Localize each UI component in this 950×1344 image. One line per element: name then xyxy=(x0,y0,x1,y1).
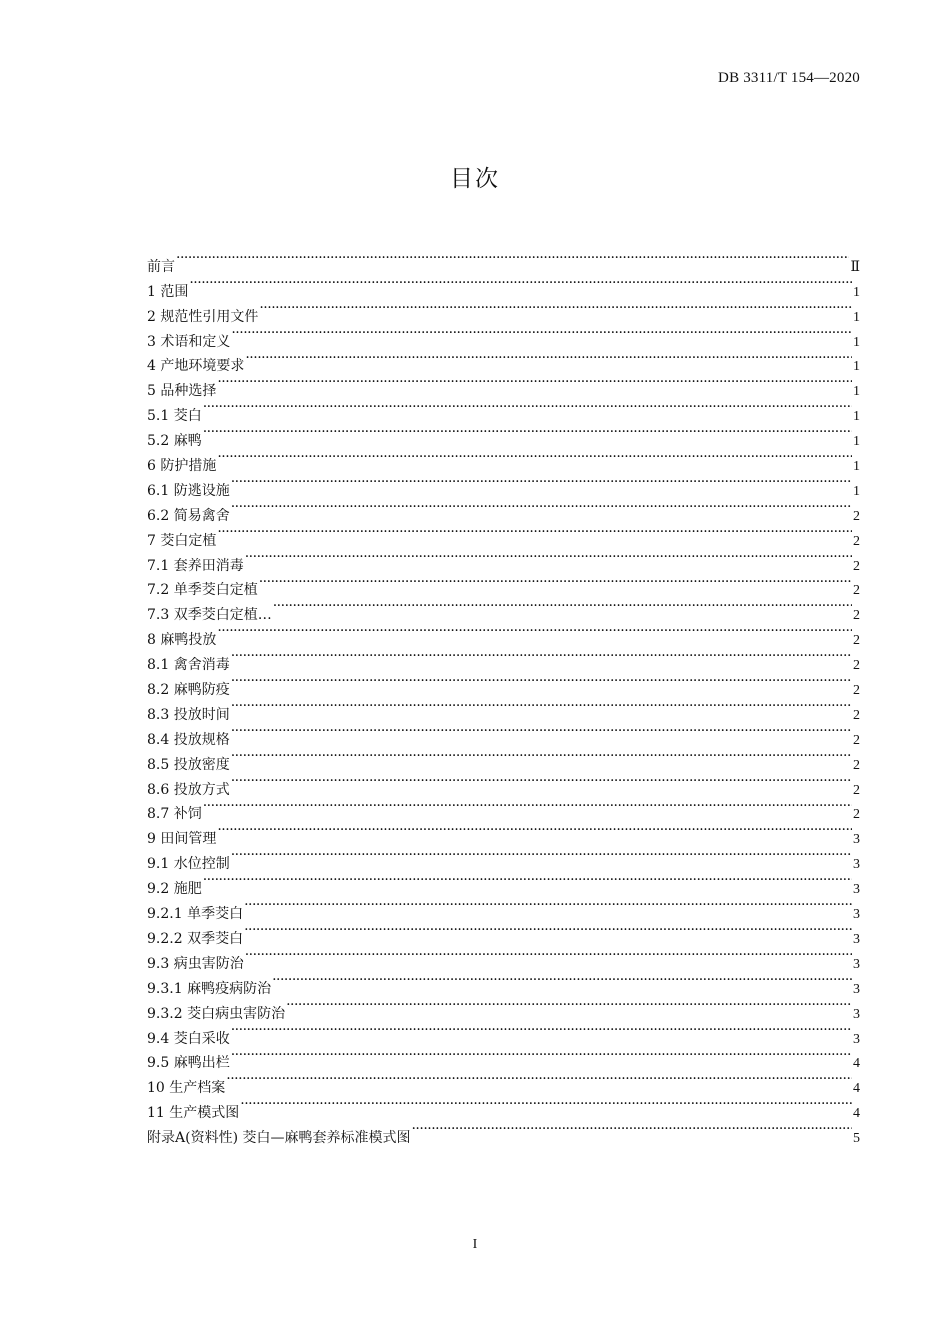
toc-entry-page: 1 xyxy=(853,459,860,475)
toc-entry-page: 4 xyxy=(853,1081,860,1097)
toc-entry-label: 10 生产档案 xyxy=(147,1080,226,1097)
toc-entry-label: 8 麻鸭投放 xyxy=(147,632,217,649)
toc-entry[interactable] xyxy=(147,619,860,649)
toc-entry-label: 8.6 投放方式 xyxy=(147,781,230,798)
toc-dot-leader xyxy=(231,694,852,719)
toc-entry[interactable] xyxy=(147,346,860,375)
toc-entry[interactable] xyxy=(147,495,860,524)
toc-entry-label: 7.2 单季茭白定植 xyxy=(147,582,258,599)
toc-entry[interactable] xyxy=(147,1067,860,1097)
toc-dot-leader xyxy=(231,744,852,769)
toc-entry[interactable] xyxy=(147,1043,860,1072)
toc-entry[interactable] xyxy=(147,321,860,350)
toc-entry[interactable] xyxy=(147,370,860,400)
toc-entry-page: 2 xyxy=(853,633,860,649)
toc-entry-page: 1 xyxy=(853,359,860,375)
toc-entry[interactable] xyxy=(147,520,860,549)
toc-dot-leader xyxy=(217,445,852,470)
toc-entry-label: 7.1 套养田消毒 xyxy=(147,557,244,574)
toc-dot-leader xyxy=(231,495,852,520)
toc-entry-page: 2 xyxy=(853,583,860,599)
toc-entry-label: 7 茭白定植 xyxy=(147,532,217,549)
toc-dot-leader xyxy=(231,669,852,694)
toc-entry[interactable] xyxy=(147,893,860,923)
toc-dot-leader xyxy=(217,818,852,843)
toc-entry-label: 9.3.2 茭白病虫害防治 xyxy=(147,1005,286,1022)
toc-dot-leader xyxy=(231,321,852,346)
toc-entry-label: 8.2 麻鸭防疫 xyxy=(147,682,230,699)
toc-entry-label: 9.3 病虫害防治 xyxy=(147,955,244,972)
toc-dot-leader xyxy=(245,346,852,371)
toc-dot-leader xyxy=(231,843,852,868)
toc-dot-leader xyxy=(245,943,852,968)
toc-entry-label: 1 范围 xyxy=(147,283,189,300)
toc-entry-page: 1 xyxy=(853,384,860,400)
toc-entry[interactable] xyxy=(147,769,860,798)
toc-entry[interactable] xyxy=(147,1117,860,1147)
toc-entry-label: 2 规范性引用文件 xyxy=(147,308,259,325)
toc-entry[interactable] xyxy=(147,395,860,425)
toc-entry[interactable] xyxy=(147,694,860,723)
toc-entry-label: 8.4 投放规格 xyxy=(147,731,230,748)
toc-entry-label: 3 术语和定义 xyxy=(147,333,231,350)
toc-entry-label: 9.4 茭白采收 xyxy=(147,1030,230,1047)
toc-entry-page: 3 xyxy=(853,882,860,898)
toc-entry[interactable] xyxy=(147,843,860,873)
page-number: I xyxy=(472,1237,478,1252)
toc-entry[interactable] xyxy=(147,943,860,972)
toc-entry-label: 9.2 施肥 xyxy=(147,881,202,898)
toc-entry-page: 3 xyxy=(853,981,860,997)
toc-dot-leader xyxy=(411,1117,852,1142)
toc-entry[interactable] xyxy=(147,918,860,947)
toc-entry-page: 2 xyxy=(853,782,860,798)
toc-entry[interactable] xyxy=(147,1092,860,1122)
toc-entry[interactable] xyxy=(147,719,860,748)
page-title: 目次 xyxy=(450,166,500,192)
toc-entry-label: 9.2.1 单季茭白 xyxy=(147,906,244,923)
toc-entry[interactable] xyxy=(147,246,860,275)
toc-entry-label: 7.3 双季茭白定植… xyxy=(147,607,272,624)
toc-entry-label: 11 生产模式图 xyxy=(147,1105,240,1122)
toc-entry[interactable] xyxy=(147,744,860,773)
toc-entry-label: 9.2.2 双季茭白 xyxy=(147,930,244,947)
toc-entry-page: 2 xyxy=(853,683,860,699)
toc-entry-page: 3 xyxy=(853,1031,860,1047)
toc-entry-label: 附录A(资料性) 茭白—麻鸭套养标准模式图 xyxy=(147,1130,411,1147)
toc-entry-page: 1 xyxy=(853,334,860,350)
toc-entry[interactable] xyxy=(147,445,860,475)
toc-entry-page: 3 xyxy=(853,1006,860,1022)
toc-dot-leader xyxy=(203,395,852,420)
toc-entry-page: 3 xyxy=(853,931,860,947)
toc-entry[interactable] xyxy=(147,968,860,997)
toc-entry-label: 8.3 投放时间 xyxy=(147,706,230,723)
toc-entry[interactable] xyxy=(147,296,860,325)
toc-dot-leader xyxy=(286,993,852,1018)
toc-entry-page: 2 xyxy=(853,608,860,624)
toc-entry-label: 9.5 麻鸭出栏 xyxy=(147,1055,230,1072)
toc-entry-page: 2 xyxy=(853,658,860,674)
toc-dot-leader xyxy=(240,1092,852,1117)
toc-dot-leader xyxy=(231,719,852,744)
toc-entry[interactable] xyxy=(147,868,860,898)
toc-entry-page: 3 xyxy=(853,907,860,923)
toc-dot-leader xyxy=(226,1067,852,1092)
toc-entry-label: 8.7 补饲 xyxy=(147,806,202,823)
toc-entry[interactable] xyxy=(147,545,860,574)
toc-entry-page: 3 xyxy=(853,956,860,972)
toc-entry[interactable] xyxy=(147,794,860,823)
toc-dot-leader xyxy=(231,1043,852,1068)
toc-entry-page: 2 xyxy=(853,757,860,773)
toc-entry-page: 1 xyxy=(853,409,860,425)
toc-dot-leader xyxy=(217,370,852,395)
toc-dot-leader xyxy=(244,893,852,918)
toc-entry-label: 9.1 水位控制 xyxy=(147,856,230,873)
toc-entry-page: 2 xyxy=(853,533,860,549)
toc-entry-label: 前言 xyxy=(147,258,175,275)
toc-dot-leader xyxy=(217,619,852,644)
toc-entry[interactable] xyxy=(147,644,860,674)
toc-dot-leader xyxy=(203,794,852,819)
toc-entry[interactable] xyxy=(147,818,860,848)
toc-dot-leader xyxy=(203,868,852,893)
toc-entry-label: 5 品种选择 xyxy=(147,383,217,400)
toc-entry-page: 1 xyxy=(853,284,860,300)
toc-entry[interactable] xyxy=(147,669,860,699)
toc-entry-label: 8.1 禽舍消毒 xyxy=(147,657,230,674)
toc-entry-page: 3 xyxy=(853,857,860,873)
toc-entry-label: 5.1 茭白 xyxy=(147,408,202,425)
toc-dot-leader xyxy=(231,1018,852,1043)
toc-dot-leader xyxy=(231,644,852,669)
toc-entry-page: 1 xyxy=(853,434,860,450)
toc-entry-label: 6.2 简易禽舍 xyxy=(147,507,230,524)
toc-dot-leader xyxy=(244,918,852,943)
toc-entry[interactable] xyxy=(147,271,860,300)
toc-entry-page: 2 xyxy=(853,807,860,823)
toc-entry-page: 1 xyxy=(853,309,860,325)
toc-dot-leader xyxy=(203,420,852,445)
toc-entry-page: 2 xyxy=(853,732,860,748)
toc-entry[interactable] xyxy=(147,470,860,499)
toc-entry-page: 4 xyxy=(853,1106,860,1122)
toc-entry-page: 2 xyxy=(853,707,860,723)
toc-entry-label: 9 田间管理 xyxy=(147,831,217,848)
toc-entry-label: 5.2 麻鸭 xyxy=(147,433,202,450)
toc-dot-leader xyxy=(231,769,852,794)
toc-entry-page: 2 xyxy=(853,558,860,574)
toc-entry[interactable] xyxy=(147,570,860,599)
toc-entry[interactable] xyxy=(147,1018,860,1047)
toc-dot-leader xyxy=(217,520,852,545)
document-code: DB 3311/T 154—2020 xyxy=(718,70,860,86)
toc-entry[interactable] xyxy=(147,420,860,450)
toc-entry-page: 2 xyxy=(853,508,860,524)
toc-entry-label: 8.5 投放密度 xyxy=(147,756,230,773)
toc-entry-page: Ⅱ xyxy=(850,259,860,275)
toc-dot-leader xyxy=(272,968,852,993)
toc-dot-leader xyxy=(189,271,852,296)
toc-dot-leader xyxy=(259,296,852,321)
toc-dot-leader xyxy=(245,545,852,570)
toc-entry-page: 5 xyxy=(853,1131,860,1147)
toc-dot-leader xyxy=(273,594,852,619)
toc-entry-label: 6 防护措施 xyxy=(147,458,217,475)
toc-entry-page: 3 xyxy=(853,832,860,848)
toc-entry-label: 9.3.1 麻鸭疫病防治 xyxy=(147,980,272,997)
toc-dot-leader xyxy=(176,246,849,271)
table-of-contents xyxy=(147,246,860,1147)
toc-entry-page: 1 xyxy=(853,483,860,499)
toc-dot-leader xyxy=(259,570,852,595)
toc-entry-page: 4 xyxy=(853,1056,860,1072)
toc-dot-leader xyxy=(231,470,852,495)
toc-entry-label: 4 产地环境要求 xyxy=(147,358,245,375)
toc-entry-label: 6.1 防逃设施 xyxy=(147,482,230,499)
